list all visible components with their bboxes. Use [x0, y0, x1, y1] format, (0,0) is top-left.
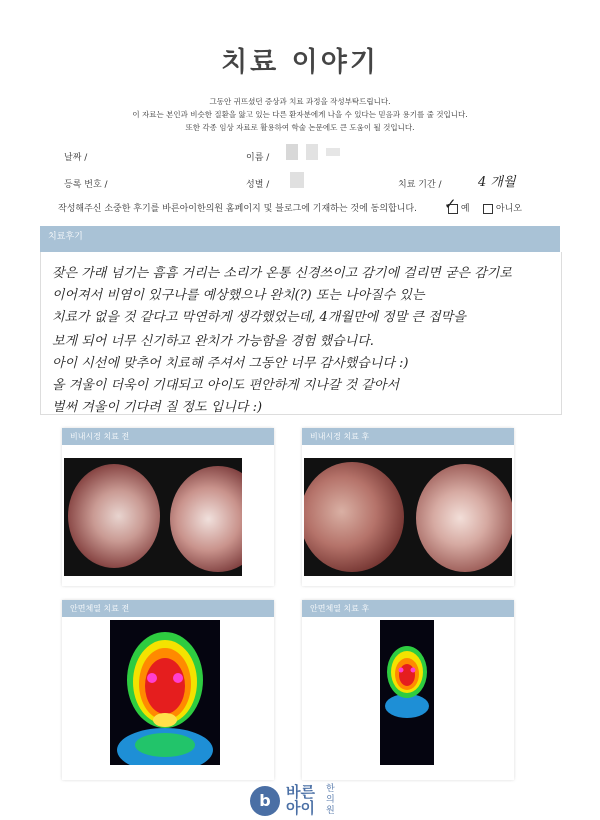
thermal-before-label: 안면체열 치료 전	[62, 600, 274, 617]
consent-no-checkbox[interactable]	[483, 204, 493, 214]
thermal-face-after	[380, 620, 434, 765]
review-line: 잦은 가래 넘기는 흠흠 거리는 소리가 온통 신경쓰이고 감기에 걸리면 굳은 감기로	[52, 266, 512, 281]
redacted-name	[326, 148, 340, 156]
date-label: 날짜 /	[64, 153, 88, 163]
review-line: 벌써 겨울이 기다려 질 정도 입니다 :)	[52, 400, 263, 415]
consent-yes-label: 예	[460, 204, 470, 214]
endoscope-after-label: 비내시경 치료 후	[302, 428, 514, 445]
thermal-after-label: 안면체열 치료 후	[302, 600, 514, 617]
name-label: 이름 /	[246, 153, 270, 163]
review-line: 아이 시선에 맞추어 치료해 주셔서 그동안 너무 감사했습니다 :)	[52, 356, 409, 371]
review-line: 보게 되어 너무 신기하고 완치가 가능함을 경험 했습니다.	[52, 334, 374, 349]
logo-side-text: 한의원	[326, 784, 335, 816]
endoscope-before-image	[64, 458, 242, 576]
endoscope-after-image	[304, 458, 512, 576]
gender-label: 성별 /	[246, 180, 270, 190]
check-mark-icon: ✓	[444, 195, 457, 213]
logo-text-top: 바른	[286, 783, 315, 801]
review-line: 치료가 없을 것 같다고 막연하게 생각했었는데, 4개월만에 정말 큰 접막을	[52, 310, 466, 325]
review-line: 올 겨울이 더욱이 기대되고 아이도 편안하게 지나갈 것 같아서	[52, 378, 400, 393]
intro-text	[0, 95, 600, 134]
consent-row	[58, 195, 578, 214]
consent-text: 작성해주신 소중한 후기를 바른아이한의원 홈페이지 및 블로그에 기재하는 것에 동의합니다.	[58, 204, 417, 214]
consent-no-label: 아니오	[495, 204, 522, 214]
redacted-gender	[290, 172, 304, 188]
redacted-name	[286, 144, 298, 160]
period-value: 4 개월	[478, 175, 516, 190]
period-label: 치료 기간 /	[398, 180, 442, 190]
thermal-face-before	[110, 620, 220, 765]
page-title: 치료 이야기	[221, 47, 379, 78]
logo-icon: b	[250, 786, 280, 816]
redacted-name	[306, 144, 318, 160]
thermal-before-image	[110, 620, 220, 765]
endoscope-before-label: 비내시경 치료 전	[62, 428, 274, 445]
review-header: 치료후기	[40, 226, 560, 252]
thermal-after-image	[380, 620, 434, 765]
review-line: 이어져서 비염이 있구나를 예상했으나 완치(?) 또는 나아질수 있는	[52, 288, 425, 303]
intro-line: 또한 각종 임상 자료로 활용하여 학술 논문에도 큰 도움이 될 것입니다.	[185, 123, 415, 132]
intro-line: 이 자료는 본인과 비슷한 질환을 앓고 있는 다른 환자분에게 나을 수 있다는 믿음과 용기를 줄 것입니다.	[132, 110, 468, 119]
clinic-logo	[250, 784, 360, 818]
logo-text-bottom: 아이	[286, 799, 315, 817]
reg-number-label: 등록 번호 /	[64, 180, 108, 190]
intro-line: 그동안 귀뜨셨던 증상과 치료 과정을 작성부탁드립니다.	[209, 97, 391, 106]
